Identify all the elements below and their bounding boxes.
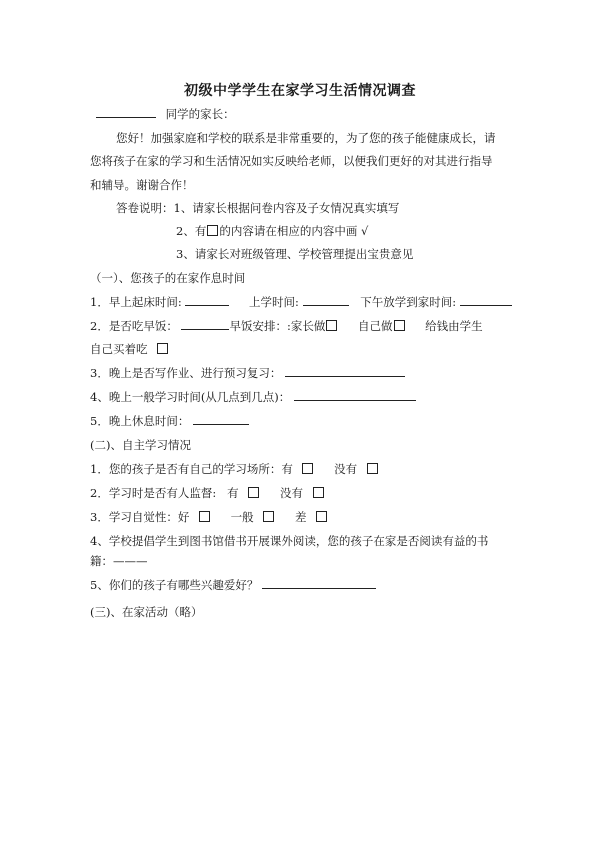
study-place-yes-checkbox[interactable] [302,463,313,474]
s1-question-2: 2．是否吃早饭： 早饭安排：:家长做 自己做 给钱由学生 [90,319,483,333]
s1-question-1: 1．早上起床时间: 上学时间: 下午放学到家时间: [90,294,512,310]
s1-question-5: 5．晚上休息时间： [90,413,249,429]
intro-line-3: 和辅导。谢谢合作！ [90,178,194,192]
student-name-blank[interactable] [96,106,156,118]
instruction-item-2: 2、有 的内容请在相应的内容中画 √ [176,224,369,238]
self-discipline-poor-checkbox[interactable] [316,511,327,522]
intro-line-1: 您好！加强家庭和学校的联系是非常重要的，为了您的孩子能健康成长，请 [116,131,496,145]
page-title: 初级中学学生在家学习生活情况调查 [184,83,416,99]
breakfast-blank[interactable] [181,318,229,330]
instructions-label: 答卷说明： [116,201,174,215]
intro-line-2: 您将孩子在家的学习和生活情况如实反映给老师，以便我们更好的对其进行指导 [90,154,493,168]
s2-question-2: 2．学习时是否有人监督: 有 没有 [90,485,325,501]
s1-question-4: 4、晚上一般学习时间(从几点到几点)： [90,389,416,405]
parent-cooks-checkbox[interactable] [326,320,337,331]
greeting-line [96,106,235,122]
self-discipline-average-checkbox[interactable] [263,511,274,522]
supervision-no-checkbox[interactable] [313,487,324,498]
instruction-item-1: 1、请家长根据问卷内容及子女情况真实填写 [173,201,400,215]
study-place-no-checkbox[interactable] [367,463,378,474]
study-time-blank[interactable] [294,389,416,401]
supervision-yes-checkbox[interactable] [248,487,259,498]
s1-question-2-cont: 自己买着吃 [90,341,169,357]
checkbox-icon [207,225,218,236]
hobbies-blank[interactable] [262,577,376,589]
self-cooks-checkbox[interactable] [394,320,405,331]
school-time-blank[interactable] [303,294,349,306]
s2-question-4-line2: 籍：——— [90,554,148,568]
home-time-blank[interactable] [460,294,512,306]
section1-heading: （一）、您孩子的在家作息时间 [90,271,246,285]
instruction-item-3: 3、请家长对班级管理、学校管理提出宝贵意见 [176,247,414,261]
s1-question-3: 3．晚上是否写作业、进行预习复习： [90,365,405,381]
s2-question-1: 1．您的孩子是否有自己的学习场所：有 没有 [90,461,379,477]
s2-question-4-line1: 4、学校提倡学生到图书馆借书开展课外阅读，您的孩子在家是否阅读有益的书 [90,534,489,548]
wake-time-blank[interactable] [185,294,229,306]
section2-heading: (二)、自主学习情况 [90,438,191,452]
greeting-text: 同学的家长： [165,107,235,121]
s2-question-5: 5、你们的孩子有哪些兴趣爱好？ [90,577,376,593]
s2-question-3: 3．学习自觉性：好 一般 差 [90,509,328,525]
instructions-line-1 [116,200,399,216]
section3-heading: (三)、在家活动（略） [90,605,203,619]
bedtime-blank[interactable] [193,413,249,425]
self-discipline-good-checkbox[interactable] [199,511,210,522]
buy-food-checkbox[interactable] [157,343,168,354]
homework-blank[interactable] [285,365,405,377]
